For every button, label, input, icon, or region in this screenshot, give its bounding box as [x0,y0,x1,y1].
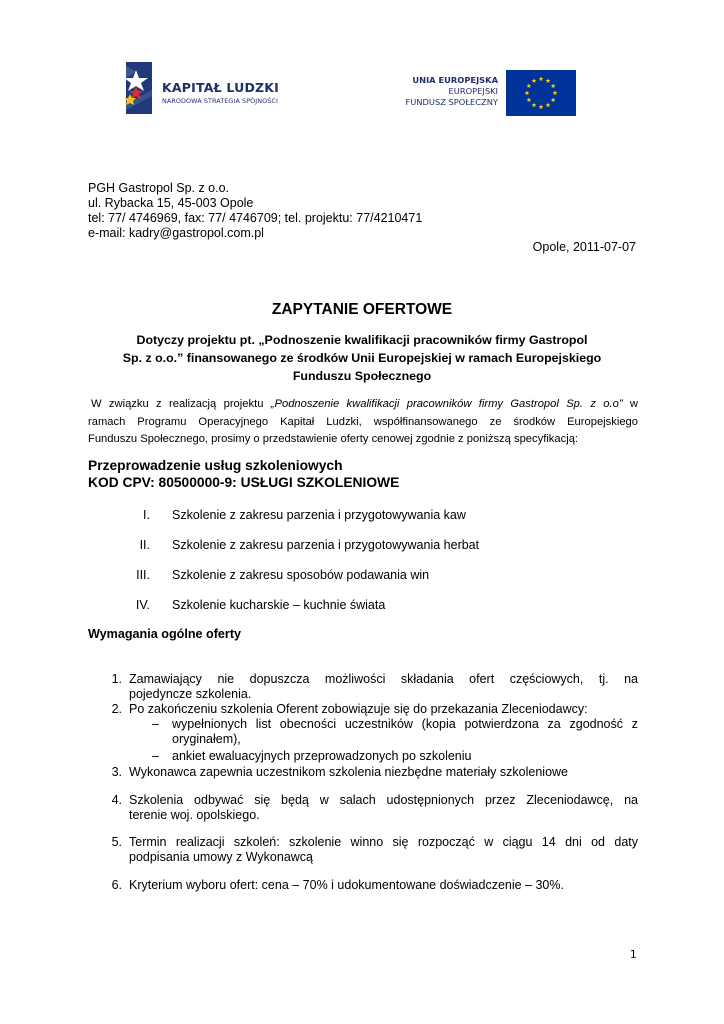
training-item: Szkolenie z zakresu sposobów podawania win [172,568,430,582]
requirement-number: 2. [111,702,122,716]
training-number: II. [139,538,150,552]
subject-line-3: Funduszu Społecznego [292,369,432,383]
requirement-line: Szkolenia odbywać się będą w salach udostępnionych przez Zleceniodawcę, na [129,793,638,807]
requirement-line: podpisania umowy z Wykonawcą [129,850,314,864]
requirement-number: 1. [111,672,122,686]
sender-email: e-mail: kadry@gastropol.com.pl [88,226,264,240]
intro-text-c: w [622,398,639,410]
eu-line-1: UNIA EUROPEJSKA [412,75,498,85]
requirement-number: 6. [111,878,122,892]
requirement-subitem [172,717,638,747]
kapital-ludzki-logo [122,60,292,116]
page-number: 1 [630,949,637,961]
training-item: Szkolenie z zakresu parzenia i przygotowywania kaw [172,508,466,522]
requirements-title: Wymagania ogólne oferty [88,627,242,641]
training-number: IV. [135,598,150,612]
intro-text-a: W związku z realizacją projektu [91,398,271,410]
requirement-line: pojedyncze szkolenia. [129,687,252,701]
subitem-line: oryginałem), [172,732,241,746]
requirement-line: terenie woj. opolskiego. [129,808,260,822]
training-item: Szkolenie z zakresu parzenia i przygotowywania herbat [172,538,480,552]
kapital-ludzki-subtitle: NARODOWA STRATEGIA SPÓJNOŚCI [162,97,278,105]
requirement-line: Termin realizacji szkoleń: szkolenie winno się rozpocząć w ciągu 14 dni od daty [129,835,638,849]
section-title-services: Przeprowadzenie usług szkoleniowych [88,458,343,473]
intro-line-2: ramach Programu Operacyjnego Kapitał Ludzki, współfinansowanego ze środków Europejskiego [88,415,638,428]
requirement-item [129,835,638,865]
sender-name: PGH Gastropol Sp. z o.o. [88,181,230,195]
document-date: Opole, 2011-07-07 [532,240,636,254]
intro-line-3: Funduszu Społecznego, prosimy o przedstawienie oferty cenowej zgodnie z poniższą specyfikacją: [88,433,579,445]
eu-fund-text [380,75,498,108]
requirement-number: 4. [111,793,122,807]
requirement-line: Zamawiający nie dopuszcza możliwości składania ofert częściowych, tj. na [129,672,638,686]
subitem-bullet: – [152,749,159,763]
requirement-item [129,878,638,893]
requirement-number: 3. [111,765,122,779]
subject-line-2: Sp. z o.o.” finansowanego ze środków Unii Europejskiej w ramach Europejskiego [122,351,602,365]
requirement-item [129,702,638,717]
requirement-subitem [172,749,638,764]
requirement-number: 5. [111,835,122,849]
subitem-bullet: – [152,717,159,731]
intro-paragraph [88,396,638,449]
subject-line-1: Dotyczy projektu pt. „Podnoszenie kwalifikacji pracowników firmy Gastropol [136,333,588,347]
requirement-line: Kryterium wyboru ofert: cena – 70% i udokumentowane doświadczenie – 30%. [129,878,564,892]
subitem-line: wypełnionych list obecności uczestników (kopia potwierdzona za zgodność z [172,717,638,731]
eu-flag-icon [506,70,576,116]
training-item: Szkolenie kucharskie – kuchnie świata [172,598,386,612]
requirement-line: Po zakończeniu szkolenia Oferent zobowiązuje się do przekazania Zleceniodawcy: [129,702,588,716]
sender-street: ul. Rybacka 15, 45-003 Opole [88,196,254,210]
eu-line-2: EUROPEJSKI [448,86,498,96]
requirement-item [129,765,638,780]
sender-phones: tel: 77/ 4746969, fax: 77/ 4746709; tel. projektu: 77/4210471 [88,211,423,225]
requirement-item [129,793,638,823]
eu-line-3: FUNDUSZ SPOŁECZNY [405,97,498,107]
project-subject [88,331,636,385]
training-number: III. [136,568,150,582]
training-number: I. [143,508,150,522]
document-title: ZAPYTANIE OFERTOWE [271,301,453,318]
requirement-item [129,672,638,702]
intro-line-1 [88,396,638,414]
kapital-ludzki-title: KAPITAŁ LUDZKI [162,80,280,95]
section-title-cpv: KOD CPV: 80500000-9: USŁUGI SZKOLENIOWE [88,475,400,490]
subitem-line: ankiet ewaluacyjnych przeprowadzonych po szkoleniu [172,749,472,763]
requirement-line: Wykonawca zapewnia uczestnikom szkolenia niezbędne materiały szkoleniowe [129,765,568,779]
kapital-ludzki-star-logo-icon [122,60,162,116]
intro-project-name: „Podnoszenie kwalifikacji pracowników firmy Gastropol Sp. z o.o” [270,398,623,410]
